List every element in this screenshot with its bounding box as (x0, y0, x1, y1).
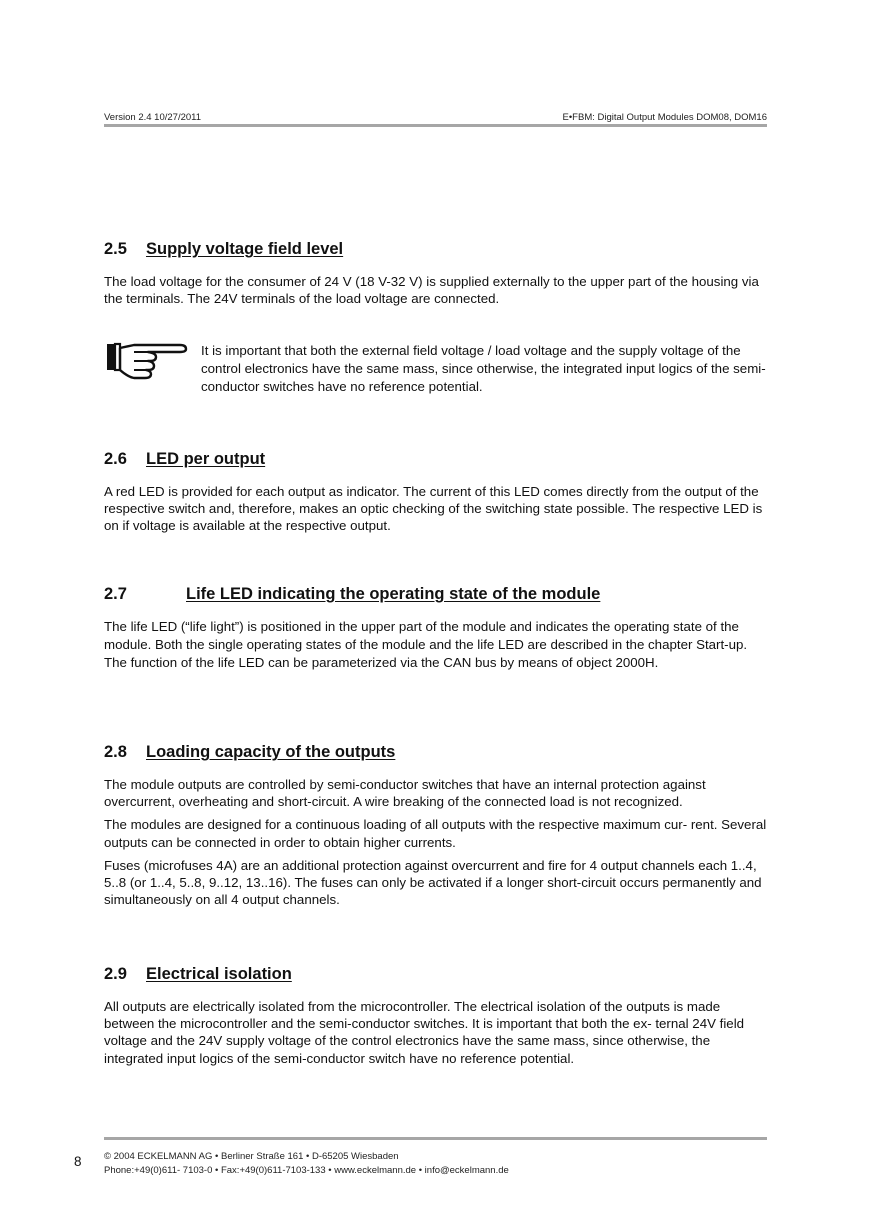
section-title: LED per output (146, 450, 266, 468)
section-heading (104, 585, 769, 604)
section-heading (104, 240, 769, 259)
section-2-9 (104, 965, 769, 1073)
header-document-title: E•FBM: Digital Output Modules DOM08, DOM16 (562, 112, 767, 123)
section-2-7 (104, 585, 769, 678)
section-number: 2.8 (104, 743, 127, 761)
paragraph: The life LED (“life light”) is positioned in the upper part of the module and indicates the operating state of the module. Both the single operating states of the module and the life LED are described in the chapter Start-up. The function of the life LED can be parameterized via the CAN bus by means of object 2000H. (104, 619, 748, 670)
paragraph: All outputs are electrically isolated from the microcontroller. The electrical isolation of the outputs is made between the microcontroller and the semi-conductor switches. It is important that both the ex- ternal 24V field voltage and the 24V supply voltage of the control electronics have the same mass, since otherwise, the integrated input logics of the semi-conductor switch have no reference potential. (104, 999, 745, 1066)
section-2-8 (104, 743, 769, 914)
section-heading (104, 450, 769, 469)
section-2-6 (104, 450, 769, 541)
paragraph: A red LED is provided for each output as indicator. The current of this LED comes directly from the output of the respective switch and, therefore, makes an optic checking of the switching state possible. The respective LED is on if voltage is available at the respective output. (104, 484, 763, 534)
paragraph: The load voltage for the consumer of 24 V (18 V-32 V) is supplied externally to the upper part of the housing via the terminals. The 24V terminals of the load voltage are connected. (104, 274, 759, 307)
header-rule (104, 124, 767, 127)
section-number: 2.7 (104, 585, 127, 603)
paragraph: The module outputs are controlled by semi-conductor switches that have an internal protection against overcurrent, overheating and short-circuit. A wire breaking of the connected load is not recognized. (104, 777, 706, 810)
section-number: 2.6 (104, 450, 127, 468)
paragraph: Fuses (microfuses 4A) are an additional protection against overcurrent and fire for 4 output channels each 1..4, 5..8 (or 1..4, 5..8, 9..12, 13..16). The fuses can only be activated if a longer short-circuit occurs permanently and simultaneously on all 4 output channels. (104, 857, 762, 908)
section-title: Electrical isolation (146, 965, 292, 983)
footer-address: © 2004 ECKELMANN AG • Berliner Straße 161 • D-65205 Wiesbaden (104, 1151, 399, 1162)
footer-contact: Phone:+49(0)611- 7103-0 • Fax:+49(0)611-7103-133 • www.eckelmann.de • info@eckelmann.de (104, 1165, 509, 1176)
section-number: 2.5 (104, 240, 127, 258)
footer-rule (104, 1137, 767, 1140)
page-number: 8 (74, 1154, 82, 1169)
section-heading (104, 965, 769, 984)
note-text: It is important that both the external field voltage / load voltage and the supply voltage of the control electronics have the same mass, since otherwise, the integrated input logics of the semi-conductor switches have no reference potential. (201, 343, 766, 394)
section-heading (104, 743, 769, 762)
pointing-hand-icon (104, 340, 188, 382)
section-title: Supply voltage field level (146, 240, 344, 258)
section-title: Life LED indicating the operating state of the module (186, 585, 601, 603)
paragraph: The modules are designed for a continuous loading of all outputs with the respective maximum cur- rent. Several outputs can be connected in order to obtain higher currents. (104, 817, 767, 850)
section-2-5 (104, 240, 769, 313)
section-title: Loading capacity of the outputs (146, 743, 396, 761)
section-number: 2.9 (104, 965, 127, 983)
header-version: Version 2.4 10/27/2011 (104, 112, 202, 123)
